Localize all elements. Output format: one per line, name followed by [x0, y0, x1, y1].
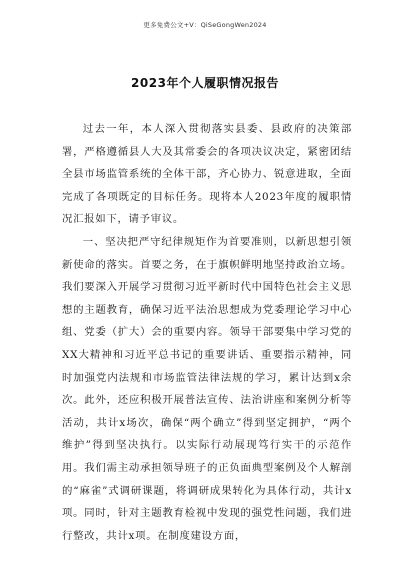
paragraph-intro: 过去一年，本人深入贯彻落实县委、县政府的决策部署，严格遵循县人大及其常委会的各项决议决定，紧密团结全县市场监管系统的全体干部，齐心协力、锐意进取，全面完成了各项既定的目标任务。现将本人2023年度的履职情况汇报如下，请予审议。: [62, 123, 352, 226]
document-title: 2023年个人履职情况报告: [131, 76, 279, 90]
document-body: [62, 118, 352, 547]
paragraph-section-one: 一、坚决把严守纪律规矩作为首要准则，以新思想引领新使命的落实。首要之务，在于旗帜鲜明地坚持政治立场。我们要深入开展学习贯彻习近平新时代中国特色社会主义思想的主题教育，确保习近平法治思想成为党委理论学习中心组、党委（扩大）会的重要内容。领导干部要集中学习党的XX大精神和习近平总书记的重要讲话、重要指示精神，同时加强党内法规和市场监管法律法规的学习，累计达到x余次。此外，还应积极开展普法宣传、法治讲座和案例分析等活动，共计x场次，确保“两个确立”得到坚定拥护，“两个维护”得到坚决执行。以实际行动展现笃行实干的示范作用。我们需主动承担领导班子的正负面典型案例及个人解剖的“麻雀”式调研课题，将调研成果转化为具体行动，共计x项。同时，针对主题教育检视中发现的强党性问题，我们进行整改，共计x项。在制度建设方面，: [62, 235, 352, 542]
header-note: 更多免费公文+V：QiSeGongWen2024: [143, 21, 267, 29]
